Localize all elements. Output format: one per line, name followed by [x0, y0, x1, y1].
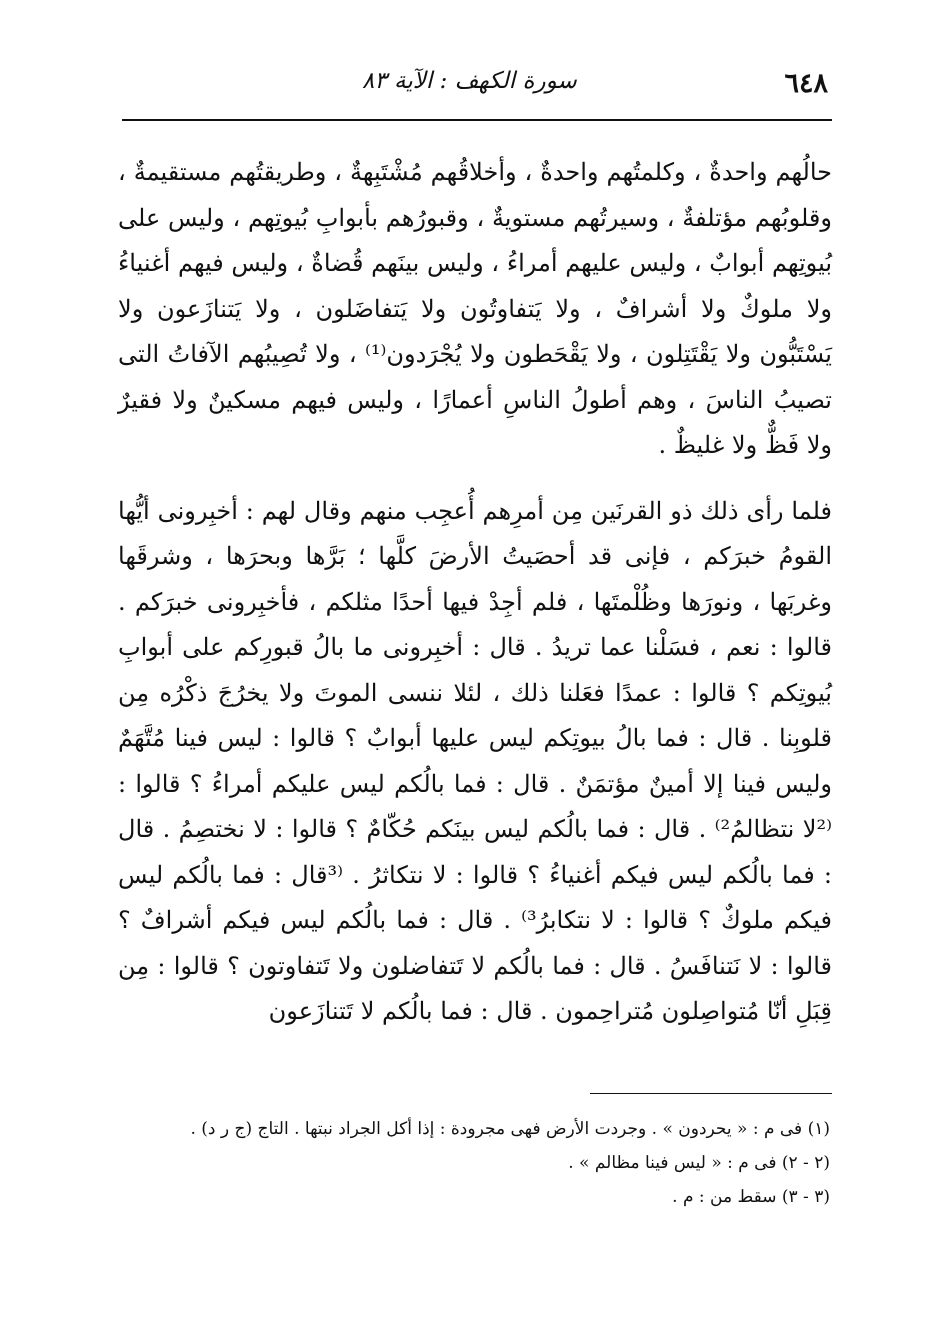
footnotes — [118, 1112, 830, 1214]
page-header — [122, 60, 830, 120]
footnote: (٣ - ٣) سقط من : م . — [672, 1187, 830, 1207]
footnote: (١) فى م : « يحردون » . وجردت الأرض فهى مجرودة : إذا أكل الجراد نبتها . التاج (ج ر د) . — [190, 1119, 830, 1139]
paragraph: حالُهم واحدةٌ ، وكلمتُهم واحدةٌ ، وأخلاقُهم مُشْتَبِهةٌ ، وطريقتُهم مستقيمةٌ ، وقلوبُهم مؤتلفةٌ ، وسيرتُهم مستويةٌ ، وقبورُهم بأبوابِ بُيوتِهم ، وليس على بُيوتِهم أبوابٌ ، وليس عليهم أمراءُ ، وليس بينَهم قُضاةٌ ، وليس فيهم أغنياءُ ولا ملوكٌ ولا أشرافٌ ، ولا يَتفاوتُون ولا يَتفاضَلون ، ولا يَتنازَعون ولا يَسْتَبُّون ولا يَقْتَتِلون ، ولا يَقْحَطون ولا يُجْرَدون⁽¹⁾ ، ولا تُصِيبُهم الآفاتُ التى تصيبُ الناسَ ، وهم أطولُ الناسِ أعمارًا ، وليس فيهم مسكينٌ ولا فقيرٌ ولا فَظٌّ ولا غليظٌ . — [118, 158, 832, 459]
paragraph: فلما رأى ذلك ذو القرنَين مِن أمرِهم أُعجِب منهم وقال لهم : أخبِرونى أيُّها القومُ خبرَكم ، فإنى قد أحصَيتُ الأرضَ كلَّها ؛ بَرَّها وبحرَها ، وشرقَها وغربَها ، ونورَها وظُلْمتَها ، فلم أجِدْ فيها أحدًا مثلكم ، فأخبِرونى خبرَكم . قالوا : نعم ، فسَلْنا عما تريدُ . قال : أخبِرونى ما بالُ قبورِكم على أبوابِ بُيوتِكم ؟ قالوا : عمدًا فعَلنا ذلك ، لئلا ننسى الموتَ ولا يخرُجَ ذكْرُه مِن قلوبِنا . قال : فما بالُ بيوتِكم ليس عليها أبوابٌ ؟ قالوا : ليس فينا مُتَّهَمٌ وليس فينا إلا أمينٌ مؤتمَنٌ . قال : فما بالُكم ليس عليكم أمراءُ ؟ قالوا : ⁽²لا نتظالمُ²⁾ . قال : فما بالُكم ليس بينَكم حُكّامٌ ؟ قالوا : لا نختصِمُ . قال : فما بالُكم ليس فيكم أغنياءُ ؟ قالوا : لا نتكاثرُ . ⁽³قال : فما بالُكم ليس فيكم ملوكٌ ؟ قالوا : لا نتكابرُ³⁾ . قال : فما بالُكم ليس فيكم أشرافٌ ؟ قالوا : لا نَتنافَسُ . قال : فما بالُكم لا تَتفاضلون ولا تَتفاوتون ؟ قالوا : مِن قِبَلِ أنّا مُتواصِلون مُتراحِمون . قال : فما بالُكم لا تَتنازَعون — [118, 496, 832, 1025]
header-rule — [122, 119, 832, 121]
footnote: (٢ - ٢) فى م : « ليس فينا مظالم » . — [568, 1153, 830, 1173]
running-title: سورة الكهف : الآية ٨٣ — [362, 68, 577, 94]
footnote-rule — [590, 1093, 832, 1094]
main-text — [118, 150, 832, 1035]
page-number: ٦٤٨ — [784, 68, 828, 99]
